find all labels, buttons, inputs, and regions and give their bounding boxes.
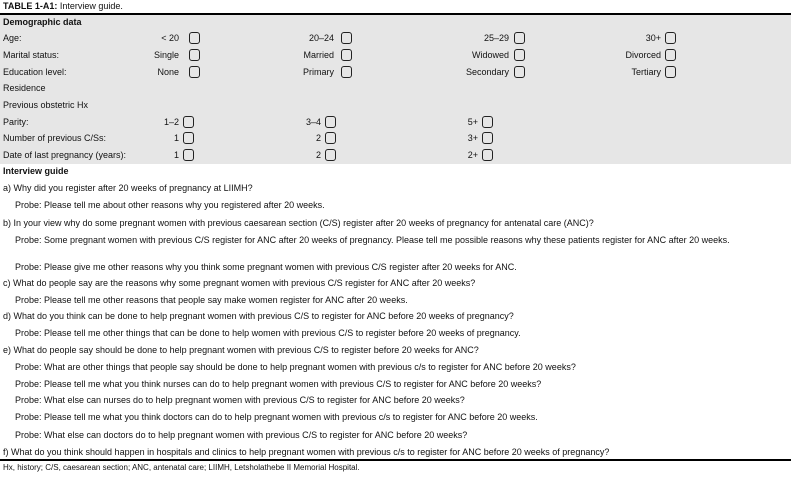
option-checkbox[interactable] — [482, 149, 493, 161]
option-checkbox[interactable] — [341, 49, 352, 61]
demographic-row-label: Date of last pregnancy (years): — [3, 150, 127, 160]
option-label: 3–4 — [305, 117, 321, 127]
bottom-rule — [0, 459, 791, 461]
option-label: 1 — [173, 150, 179, 160]
interview-question: a) Why did you register after 20 weeks of pregnancy at LIIMH? — [3, 183, 253, 193]
option-checkbox[interactable] — [341, 66, 352, 78]
footnote: Hx, history; C/S, caesarean section; ANC, antenatal care; LIIMH, Letsholathebe II Memorial Hospital. — [3, 463, 360, 472]
option-label: Primary — [303, 67, 334, 77]
option-label: 1–2 — [163, 117, 179, 127]
table-label: TABLE 1-A1: — [3, 1, 58, 11]
interview-question: d) What do you think can be done to help pregnant women with previous C/S to register for ANC before 20 weeks of pregnancy? — [3, 311, 514, 321]
demographic-row-label: Number of previous C/Ss: — [3, 133, 107, 143]
interview-probe: Probe: What else can doctors do to help pregnant women with previous C/S to register for ANC before 20 weeks? — [15, 430, 468, 440]
option-label: Single — [153, 50, 179, 60]
interview-question: c) What do people say are the reasons why some pregnant women with previous C/S register for ANC after 20 weeks? — [3, 278, 476, 288]
option-label: 2 — [315, 150, 321, 160]
option-checkbox[interactable] — [514, 32, 525, 44]
interview-probe: Probe: Please tell me other things that can be done to help women with previous C/S to register before 20 weeks of pregnancy. — [15, 328, 521, 338]
interview-probe: Probe: Please tell me what you think doctors can do to help pregnant women with previous c/s to register for ANC before 20 weeks. — [15, 412, 538, 422]
interview-question: e) What do people say should be done to help pregnant women with previous C/S to register before 20 weeks for ANC? — [3, 345, 479, 355]
interview-probe: Probe: Please tell me about other reasons why you registered after 20 weeks. — [15, 200, 325, 210]
option-label: Tertiary — [631, 67, 661, 77]
option-checkbox[interactable] — [183, 116, 194, 128]
option-checkbox[interactable] — [514, 49, 525, 61]
option-label: None — [157, 67, 179, 77]
option-label: 5+ — [467, 117, 478, 127]
option-label: 3+ — [467, 133, 478, 143]
option-label: 25–29 — [483, 33, 509, 43]
option-checkbox[interactable] — [325, 132, 336, 144]
option-label: Married — [303, 50, 334, 60]
option-checkbox[interactable] — [325, 116, 336, 128]
option-checkbox[interactable] — [189, 66, 200, 78]
option-label: Divorced — [625, 50, 661, 60]
demographic-row-label: Marital status: — [3, 50, 60, 60]
option-label: Widowed — [471, 50, 509, 60]
option-label: 2+ — [467, 150, 478, 160]
option-checkbox[interactable] — [189, 32, 200, 44]
option-label: < 20 — [161, 33, 179, 43]
option-checkbox[interactable] — [665, 32, 676, 44]
interview-probe: Probe: What else can nurses do to help pregnant women with previous C/S to register for ANC before 20 weeks? — [15, 395, 465, 405]
interview-heading: Interview guide — [3, 166, 69, 176]
option-checkbox[interactable] — [665, 49, 676, 61]
interview-question: f) What do you think should happen in hospitals and clinics to help pregnant women with previous c/s to register for ANC before 20 weeks of pregnancy? — [3, 447, 610, 457]
option-label: Secondary — [465, 67, 509, 77]
demographic-heading: Demographic data — [3, 17, 82, 27]
option-checkbox[interactable] — [189, 49, 200, 61]
interview-question: b) In your view why do some pregnant women with previous caesarean section (C/S) register after 20 weeks of pregnancy for antenatal care (ANC)? — [3, 218, 594, 228]
option-label: 30+ — [645, 33, 661, 43]
demographic-row-label: Residence — [3, 83, 46, 93]
option-checkbox[interactable] — [482, 132, 493, 144]
option-checkbox[interactable] — [183, 149, 194, 161]
option-checkbox[interactable] — [665, 66, 676, 78]
interview-probe: Probe: What are other things that people say should be done to help pregnant women with previous c/s to register for ANC before 20 weeks? — [15, 362, 576, 372]
demographic-row-label: Education level: — [3, 67, 67, 77]
demographic-row-label: Parity: — [3, 117, 29, 127]
demographic-row-label: Age: — [3, 33, 22, 43]
option-checkbox[interactable] — [183, 132, 194, 144]
table-title: Interview guide. — [59, 1, 123, 11]
option-label: 20–24 — [308, 33, 334, 43]
table-caption — [3, 1, 123, 11]
interview-probe: Probe: Please tell me other reasons that people say make women register for ANC after 20 weeks. — [15, 295, 408, 305]
option-label: 1 — [173, 133, 179, 143]
option-checkbox[interactable] — [482, 116, 493, 128]
option-checkbox[interactable] — [325, 149, 336, 161]
option-checkbox[interactable] — [514, 66, 525, 78]
option-label: 2 — [315, 133, 321, 143]
interview-probe: Probe: Please give me other reasons why you think some pregnant women with previous C/S register after 20 weeks for ANC. — [15, 262, 517, 272]
option-checkbox[interactable] — [341, 32, 352, 44]
demographic-row-label: Previous obstetric Hx — [3, 100, 89, 110]
interview-probe: Probe: Some pregnant women with previous C/S register for ANC after 20 weeks of pregnancy. Please tell me possible reasons why these patients register for ANC after 20 weeks. — [15, 235, 730, 245]
interview-probe: Probe: Please tell me what you think nurses can do to help pregnant women with previous C/S to register for ANC before 20 weeks? — [15, 379, 542, 389]
